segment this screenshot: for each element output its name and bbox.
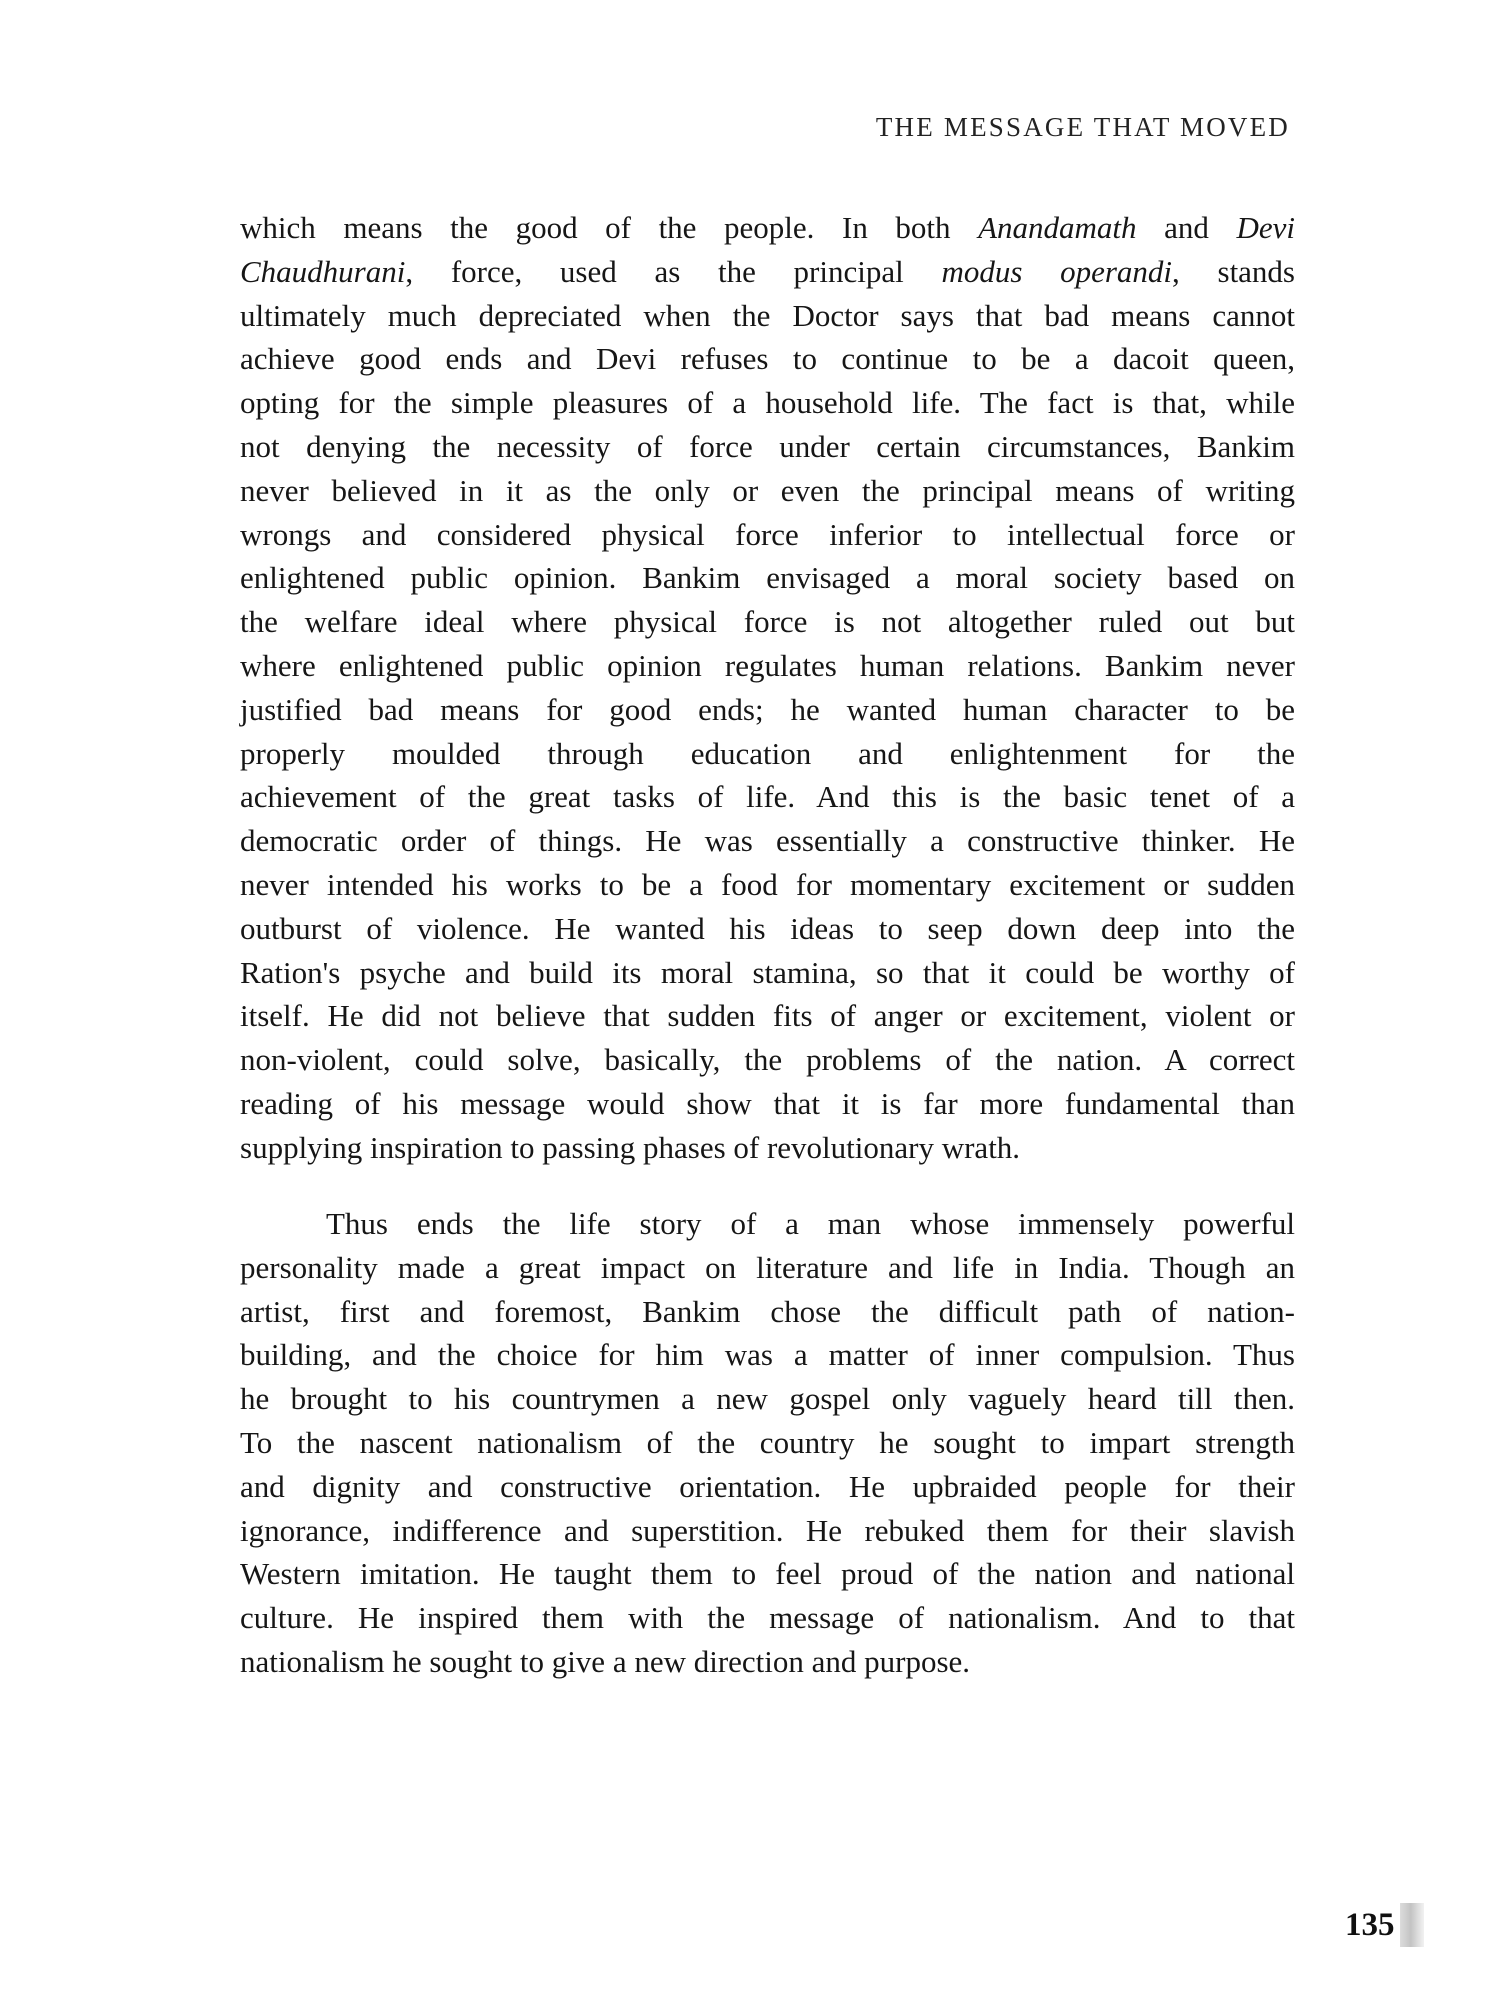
paragraph-line: Thus ends the life story of a man whose immensely powerful <box>326 1206 1295 1241</box>
paragraph-line: never believed in it as the only or even the principal means of writing <box>240 472 1295 508</box>
paragraph-line: achieve good ends and Devi refuses to continue to be a dacoit queen, <box>240 341 1295 377</box>
paragraph-line: Ration's psyche and build its moral stamina, so that it could be worthy of <box>240 954 1295 990</box>
paragraph-line <box>240 206 1295 250</box>
paragraph-line: opting for the simple pleasures of a household life. The fact is that, while <box>240 385 1295 421</box>
paragraph-line: ultimately much depreciated when the Doctor says that bad means cannot <box>240 297 1295 333</box>
paragraph-line <box>240 250 1295 294</box>
text-run: , stands <box>1172 253 1295 289</box>
paragraph-line: wrongs and considered physical force inferior to intellectual force or <box>240 516 1295 552</box>
text-run: which means the good of the people. In both <box>240 210 979 245</box>
text-run: , force, used as the principal <box>405 253 942 289</box>
paragraph-line: To the nascent nationalism of the country he sought to impart strength <box>240 1424 1295 1460</box>
running-header: THE MESSAGE THAT MOVED <box>875 112 1290 142</box>
text-run: and <box>1136 210 1237 245</box>
paragraph-line: he brought to his countrymen a new gospel only vaguely heard till then. <box>240 1381 1295 1417</box>
paragraph-line: supplying inspiration to passing phases of revolutionary wrath. <box>240 1129 1021 1165</box>
paragraph-line: democratic order of things. He was essentially a constructive thinker. He <box>240 823 1295 859</box>
italic-phrase-modus-operandi: modus operandi <box>941 253 1173 289</box>
paragraph-line: artist, first and foremost, Bankim chose the difficult path of nation- <box>240 1293 1295 1329</box>
paragraph-line: outburst of violence. He wanted his ideas to seep down deep into the <box>240 910 1295 946</box>
italic-title-devi: Devi <box>1236 210 1295 245</box>
paragraph-line: personality made a great impact on literature and life in India. Though an <box>240 1249 1295 1285</box>
paragraph-line: Western imitation. He taught them to feel proud of the nation and national <box>240 1556 1295 1592</box>
paragraph-line: itself. He did not believe that sudden fits of anger or excitement, violent or <box>240 998 1295 1034</box>
paragraph-line: not denying the necessity of force under certain circumstances, Bankim <box>240 428 1295 464</box>
paragraph-line: achievement of the great tasks of life. And this is the basic tenet of a <box>240 779 1295 815</box>
paragraph-line: building, and the choice for him was a matter of inner compulsion. Thus <box>240 1337 1295 1373</box>
paragraph-2 <box>240 1202 1295 1684</box>
paragraph-line: reading of his message would show that it is far more fundamental than <box>240 1085 1295 1121</box>
paragraph-line: nationalism he sought to give a new direction and purpose. <box>240 1643 971 1679</box>
italic-title-chaudhurani: Chaudhurani <box>240 253 406 289</box>
paragraph-line: never intended his works to be a food for momentary excitement or sudden <box>240 866 1295 902</box>
paragraph-line: and dignity and constructive orientation. He upbraided people for their <box>240 1468 1295 1504</box>
paragraph-line: culture. He inspired them with the message of nationalism. And to that <box>240 1600 1295 1636</box>
paragraph-line: properly moulded through education and enlightenment for the <box>240 735 1295 771</box>
paragraph-line: where enlightened public opinion regulates human relations. Bankim never <box>240 647 1295 683</box>
paragraph-line: enlightened public opinion. Bankim envisaged a moral society based on <box>240 560 1295 596</box>
paragraph-line: justified bad means for good ends; he wanted human character to be <box>240 691 1295 727</box>
paragraph-line: the welfare ideal where physical force is not altogether ruled out but <box>240 604 1295 640</box>
page-number-shade <box>1400 1903 1424 1947</box>
paragraph-1 <box>240 206 1295 1170</box>
paragraph-line: non-violent, could solve, basically, the problems of the nation. A correct <box>240 1042 1295 1078</box>
italic-title-anandamath: Anandamath <box>978 210 1137 245</box>
page-number: 135 <box>1345 1907 1395 1943</box>
paragraph-line: ignorance, indifference and superstition. He rebuked them for their slavish <box>240 1512 1295 1548</box>
